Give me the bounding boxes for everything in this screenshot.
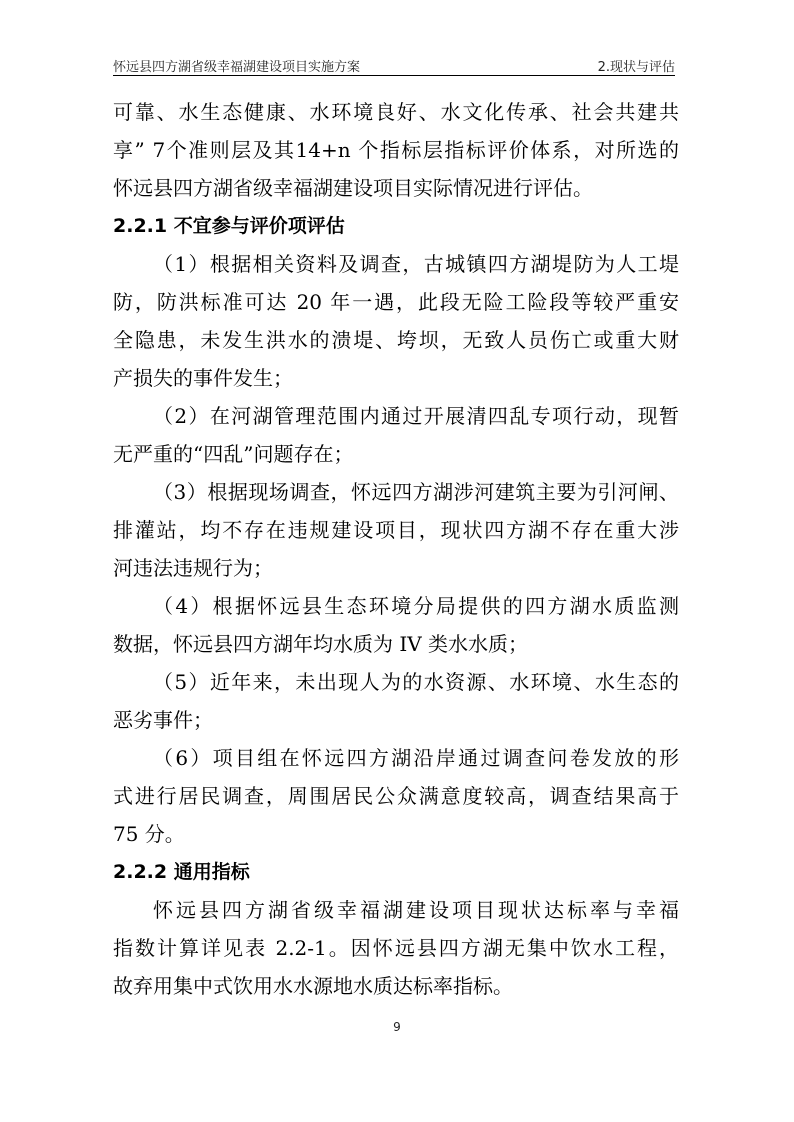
paragraph-line: 全隐患，未发生洪水的溃堤、垮坝，无致人员伤亡或重大财 [113,328,679,352]
paragraph-line: （3）根据现场调查，怀远四方湖涉河建筑主要为引河闸、 [153,480,679,504]
item-paragraph-3 [113,476,679,590]
header-divider [113,75,675,76]
paragraph-line: 防，防洪标准可达 20 年一遇，此段无险工险段等较严重安 [113,290,679,314]
paragraph-line: 可靠、水生态健康、水环境良好、水文化传承、社会共建共 [113,100,679,124]
paragraph-line: （5）近年来，未出现人为的水资源、水环境、水生态的 [153,670,679,694]
item-paragraph-1 [113,248,679,400]
section-heading-2-2-2: 2.2.2 通用指标 [113,861,250,883]
paragraph-line: 75 分。 [113,822,185,846]
paragraph-line: 怀远县四方湖省级幸福湖建设项目实际情况进行评估。 [113,176,593,200]
paragraph-line: 产损失的事件发生； [113,366,293,390]
paragraph-line: 享” 7个准则层及其14+n 个指标层指标评价体系，对所选的 [113,138,679,162]
paragraph-line: 式进行居民调查，周围居民公众满意度较高，调查结果高于 [113,784,679,808]
item-paragraph-5 [113,666,679,742]
paragraph-line: （4）根据怀远县生态环境分局提供的四方湖水质监测 [153,594,679,618]
paragraph-line: （1）根据相关资料及调查，古城镇四方湖堤防为人工堤 [153,252,679,276]
item-paragraph-2 [113,400,679,476]
paragraph-line: 指数计算详见表 2.2-1。因怀远县四方湖无集中饮水工程， [113,936,679,960]
paragraph-line: （6）项目组在怀远四方湖沿岸通过调查问卷发放的形 [153,746,679,770]
paragraph-line: 故弃用集中式饮用水水源地水质达标率指标。 [113,974,513,998]
header-chapter-title: 2.现状与评估 [597,60,675,75]
paragraph-line: 数据，怀远县四方湖年均水质为 IV 类水水质； [113,632,529,656]
paragraph-line: 怀远县四方湖省级幸福湖建设项目现状达标率与幸福 [153,898,679,922]
paragraph-line: 河违法违规行为； [113,556,273,580]
general-indicators-paragraph [113,894,679,1008]
paragraph-line: 无严重的“四乱”问题存在； [113,442,354,466]
page-body [113,96,679,1008]
item-paragraph-6 [113,742,679,856]
paragraph-line: 排灌站，均不存在违规建设项目，现状四方湖不存在重大涉 [113,518,679,542]
page-number: 9 [393,1020,401,1034]
page-header [113,56,675,76]
paragraph-line: 恶劣事件； [113,708,213,732]
paragraph-line: （2）在河湖管理范围内通过开展清四乱专项行动，现暂 [153,404,679,428]
header-document-title: 怀远县四方湖省级幸福湖建设项目实施方案 [113,60,361,75]
intro-paragraph [113,96,679,210]
item-paragraph-4 [113,590,679,666]
section-heading-2-2-1: 2.2.1 不宜参与评价项评估 [113,215,345,237]
